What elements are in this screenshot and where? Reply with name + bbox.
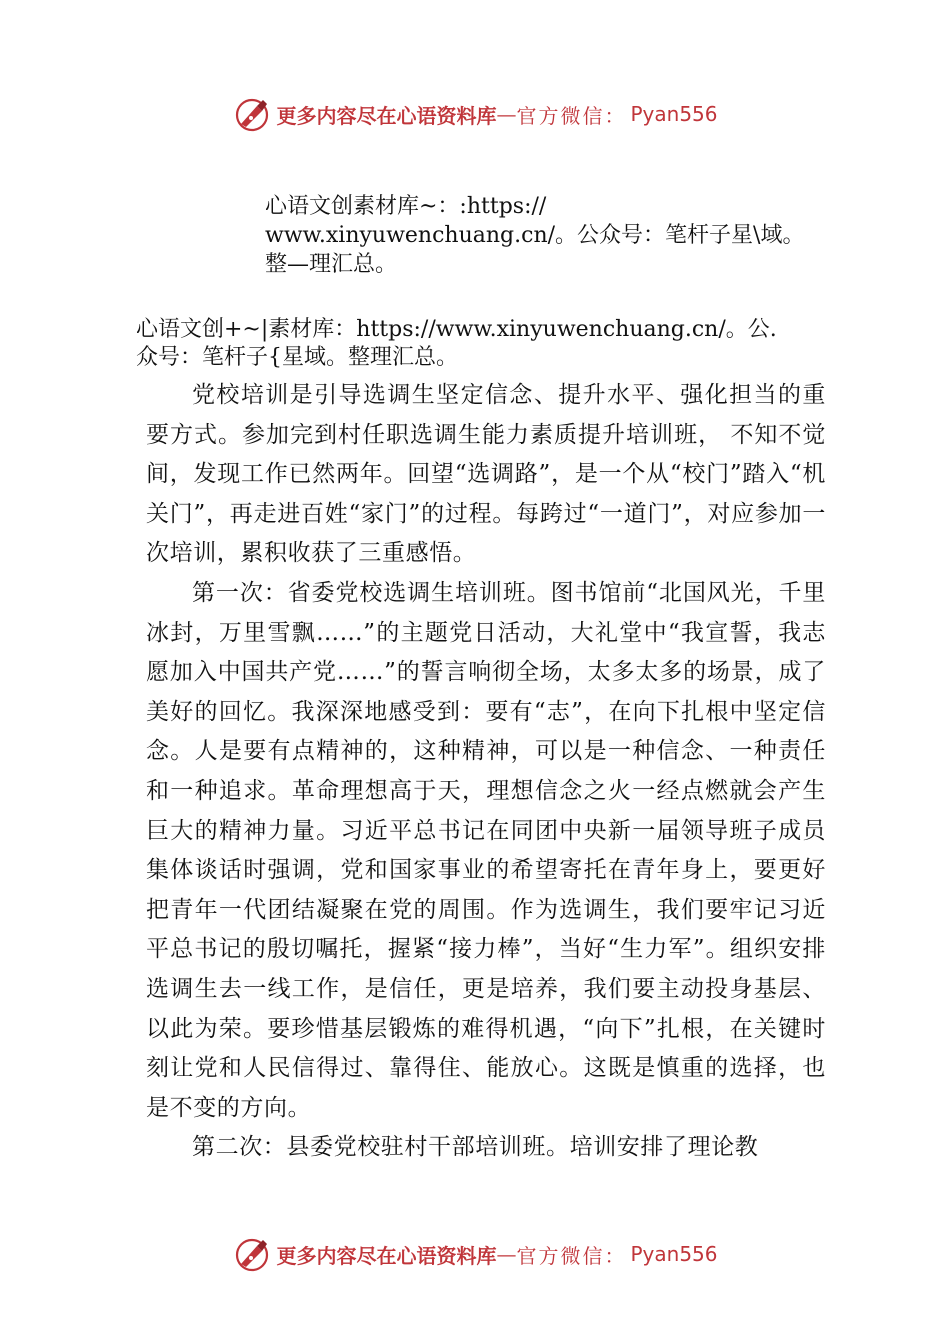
watermark-line: www.xinyuwenchuang.cn/。公众号：笔杆子星\域。 [265, 223, 805, 248]
pen-nib-logo-icon [232, 1234, 272, 1274]
article-paragraph: 第二次：县委党校驻村干部培训班。培训安排了理论教 [192, 1134, 759, 1161]
source-line: 众号：笔杆子{星域。整理汇总。 [136, 345, 458, 370]
banner-wechat-id: Pyan556 [630, 102, 718, 126]
source-note [136, 316, 936, 372]
article-paragraph: 党校培训是引导选调生坚定信念、提升水平、强化担当的重要方式。参加完到村任职选调生能力素质提升培训班， 不知不觉间，发现工作已然两年。回望“选调路”，是一个从“校门”踏入“机关门”，再走进百姓“家门”的过程。每跨过“一道门”，对应参加一次培训，累积收获了三重感悟。 [146, 382, 826, 567]
watermark-line: 整—理汇总。 [265, 252, 398, 277]
banner-wechat-label: 官方微信： [516, 103, 627, 128]
article-body [146, 376, 826, 1168]
pen-nib-logo-icon [232, 94, 272, 134]
banner-wechat-id: Pyan556 [630, 1242, 718, 1266]
watermark-line: 心语文创素材库~：:https:// [265, 194, 547, 219]
banner-title: 更多内容尽在心语资料库 [276, 103, 497, 128]
banner-wechat-label: 官方微信： [516, 1243, 627, 1268]
source-line: 心语文创+~|素材库：https://www.xinyuwenchuang.cn/。公. [136, 317, 777, 342]
header-banner [0, 92, 950, 136]
footer-banner [0, 1232, 950, 1276]
watermark-block [265, 192, 945, 279]
article-paragraph: 第一次：省委党校选调生培训班。图书馆前“北国风光，千里冰封，万里雪飘……”的主题党日活动，大礼堂中“我宣誓，我志愿加入中国共产党……”的誓言响彻全场，太多太多的场景，成了美好的回忆。我深深地感受到：要有“志”，在向下扎根中坚定信念。人是要有点精神的，这种精神，可以是一种信念、一种责任和一种追求。革命理想高于天，理想信念之火一经点燃就会产生巨大的精神力量。习近平总书记在同团中央新一届领导班子成员集体谈话时强调，党和国家事业的希望寄托在青年身上，要更好把青年一代团结凝聚在党的周围。作为选调生，我们要牢记习近平总书记的殷切嘱托，握紧“接力棒”，当好“生力军”。组织安排选调生去一线工作，是信任，更是培养，我们要主动投身基层、以此为荣。要珍惜基层锻炼的难得机遇，“向下”扎根，在关键时刻让党和人民信得过、靠得住、能放心。这既是慎重的选择，也是不变的方向。 [146, 579, 826, 1121]
banner-separator: — [496, 1242, 517, 1266]
banner-title: 更多内容尽在心语资料库 [276, 1243, 497, 1268]
banner-separator: — [496, 102, 517, 126]
